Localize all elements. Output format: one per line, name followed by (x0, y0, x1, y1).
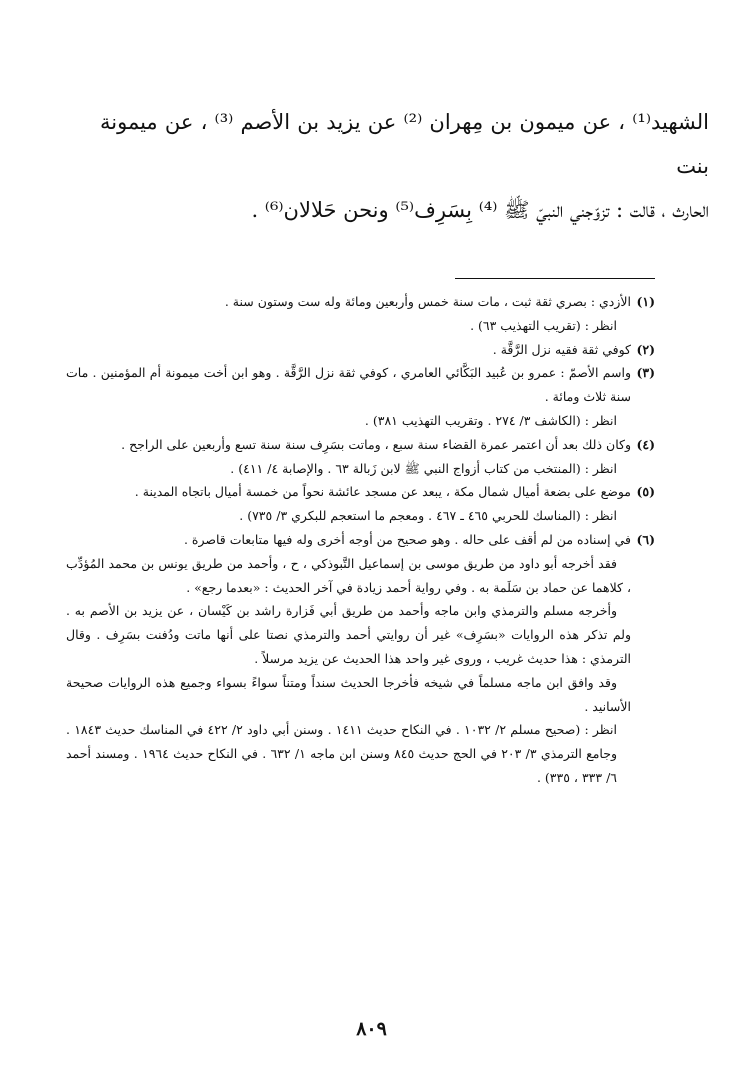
main-text-line: الحارث ، قالت : تزوّجني النبيّ ﷺ ⁽⁴⁾ بِسَرِف⁽⁵⁾ ونحن حَلالان⁽⁶⁾ . (251, 198, 709, 222)
main-text-line: الشهيد⁽¹⁾ ، عن ميمون بن مِهران ⁽²⁾ عن يزيد بن الأصم ⁽³⁾ ، عن ميمونة بنت (100, 110, 710, 178)
footnote-paragraph: وقد وافق ابن ماجه مسلماً في شيخه فأخرجا الحديث سنداً ومتناً سواءً بسواء وجميع هذه الروايات صحيحة الأسانيد . (66, 674, 631, 714)
footnote-source: انظر : (صحيح مسلم ٢/ ١٠٣٢ . في النكاح حديث ١٤١١ . وسنن أبي داود ٢/ ٤٢٢ في المناسك حديث ١٨٤٣ . وجامع الترمذي ٣/ ٢٠٣ في الحج حديث ٨٤٥ وسنن ابن ماجه ١/ ٦٣٢ . في النكاح حديث ١٩٦٤ . ومسند أحمد ٦/ ٣٣٣ ، ٣٣٥) . (66, 722, 617, 785)
footnote-text: موضع على بضعة أميال شمال مكة ، يبعد عن مسجد عائشة نحواً من خمسة أميال باتجاه المدينة . (134, 484, 631, 500)
footnote-paragraph: فقد أخرجه أبو داود من طريق موسى بن إسماعيل التَّبوذكي ، ح ، وأحمد من طريق يونس بن محمد المُؤدِّب ، كلاهما عن حماد بن سَلَمة به . وفي رواية أحمد زيادة في آخر الحديث : «بعدما رجع» . (66, 555, 631, 595)
footnote-3 (66, 361, 655, 432)
footnote-text: وكان ذلك بعد أن اعتمر عمرة القضاء سنة سبع ، وماتت بسَرِف سنة سنة تسع وأربعين على الراجح . (121, 436, 631, 452)
footnote-source: انظر : (المنتخب من كتاب أزواج النبي ﷺ لابن زَبالة ٦٣ . والإصابة ٤/ ٤١١) . (230, 460, 617, 476)
footnote-4 (66, 433, 655, 481)
footnote-1 (66, 290, 655, 338)
footnote-6 (66, 528, 655, 790)
footnote-text: الأزدي : بصري ثقة ثبت ، مات سنة خمس وأربعين ومائة وله ست وستون سنة . (224, 294, 631, 309)
footnote-source: انظر : (المناسك للحربي ٤٦٥ ـ ٤٦٧ . ومعجم ما استعجم للبكري ٣/ ٧٣٥) . (239, 508, 617, 524)
footnote-number: (٥) (636, 484, 655, 500)
footnote-separator (455, 278, 655, 279)
footnote-number: (٢) (636, 341, 655, 357)
footnote-text: واسم الأصمّ : عمرو بن عُبيد البَكَّائي العامري ، كوفي ثقة نزل الرَّقَّة . وهو ابن أخت ميمونة أم المؤمنين . مات سنة ثلاث ومائة . (66, 365, 631, 405)
footnotes (66, 290, 655, 790)
page-number: ٨٠٩ (356, 1018, 387, 1040)
footnote-paragraph: وأخرجه مسلم والترمذي وابن ماجه وأحمد من طريق أبي فَزارة راشد بن كَيْسان ، عن يزيد بن الأصم به . ولم تذكر هذه الروايات «بسَرِف» غير أن روايتي أحمد والترمذي نصتا على أنها ماتت ودُفنت بسَرِف . وقال الترمذي : هذا حديث غريب ، وروى غير واحد هذا الحديث عن يزيد مرسلاً . (66, 603, 631, 666)
footnote-number: (١) (636, 294, 655, 309)
footnote-text: في إسناده من لم أقف على حاله . وهو صحيح من أوجه أخرى وله فيها متابعات قاصرة . (183, 531, 631, 547)
footnote-text: كوفي ثقة فقيه نزل الرَّقَّة . (492, 341, 631, 357)
footnote-number: (٦) (636, 531, 655, 547)
footnote-number: (٣) (636, 365, 655, 381)
footnote-2 (66, 338, 655, 362)
footnote-source: انظر : (الكاشف ٣/ ٢٧٤ . وتقريب التهذيب ٣٨١) . (364, 412, 617, 428)
footnote-source: انظر : (تقريب التهذيب ٦٣) . (470, 317, 617, 333)
footnote-5 (66, 480, 655, 528)
footnote-number: (٤) (636, 436, 655, 452)
main-text (100, 100, 709, 232)
